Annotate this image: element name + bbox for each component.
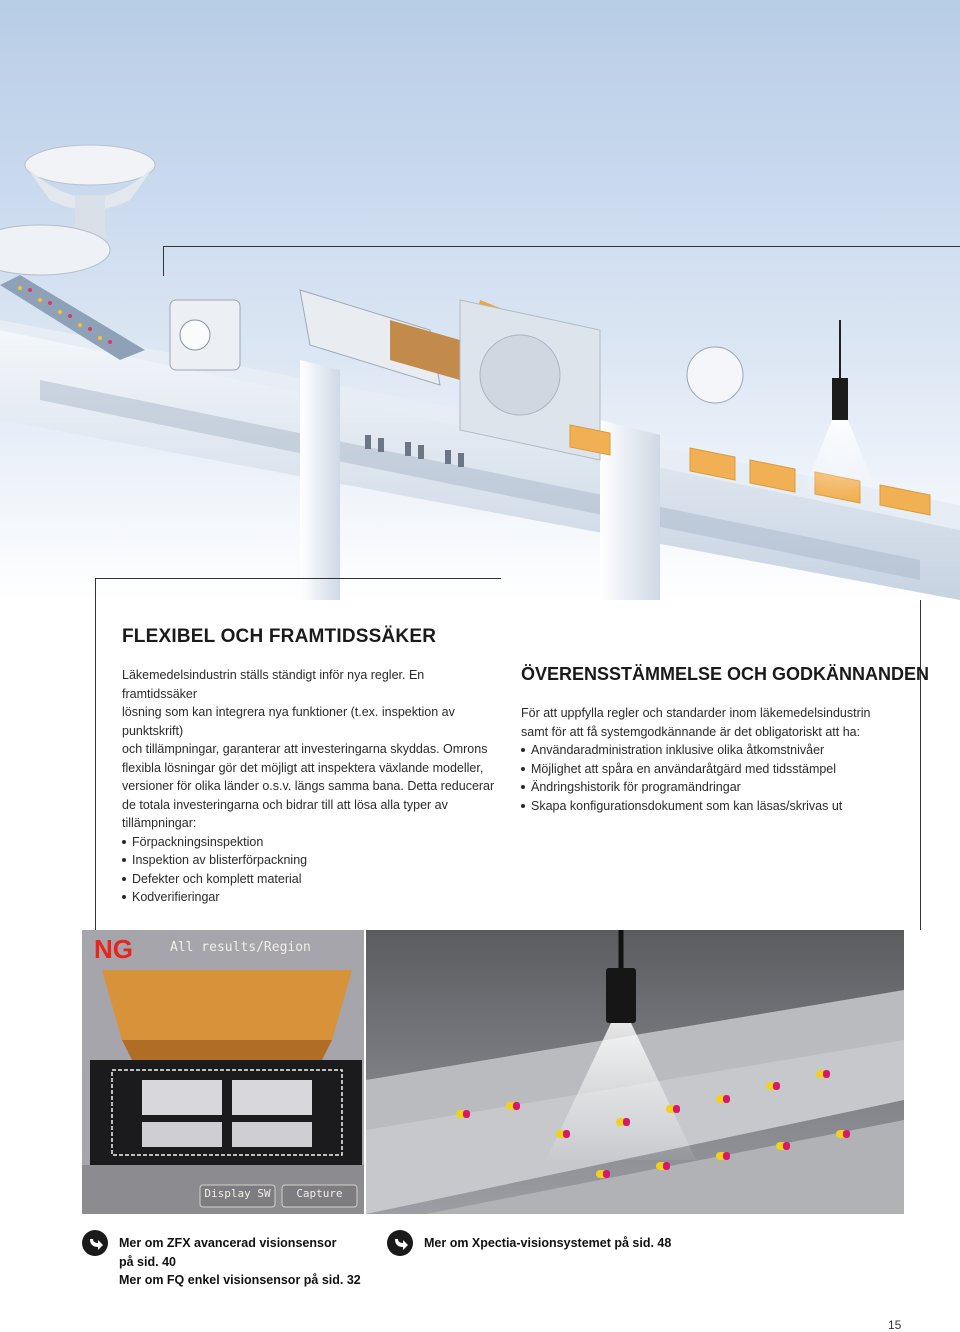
list-item: Användaradministration inklusive olika åtkomstnivåer (521, 741, 911, 760)
intro-line: versioner för olika länder o.s.v. längs samma bana. Detta reducerar (122, 779, 495, 793)
blister-camera-graphic (366, 930, 904, 1214)
list-item: Inspektion av blisterförpackning (122, 851, 502, 870)
application-list (122, 833, 502, 907)
blister-camera-photo (366, 930, 904, 1214)
frame-line-left-upper (163, 246, 164, 276)
compliance-line: För att uppfylla regler och standarder inom läkemedelsindustrin (521, 706, 871, 720)
sensor-screen-photo (82, 930, 364, 1214)
screen-header: All results/Region (170, 940, 311, 955)
intro-text (122, 666, 502, 907)
zfx-fq-link[interactable] (119, 1234, 369, 1290)
hero-machine-illustration (0, 0, 960, 600)
arrow-right-icon[interactable] (387, 1230, 413, 1256)
link-line[interactable]: Mer om FQ enkel visionsensor på sid. 32 (119, 1273, 361, 1287)
list-item: Förpackningsinspektion (122, 833, 502, 852)
list-item: Skapa konfigurationsdokument som kan läsas/skrivas ut (521, 797, 911, 816)
list-item: Möjlighet att spåra en användaråtgärd med tidsstämpel (521, 760, 911, 779)
page-number: 15 (888, 1318, 902, 1332)
frame-line-top (163, 246, 960, 247)
compliance-line: samt för att få systemgodkännande är det obligatoriskt att ha: (521, 724, 861, 739)
list-item: Kodverifieringar (122, 888, 502, 907)
intro-line: flexibla lösningar gör det möjligt att inspektera växlande modeller, (122, 760, 484, 775)
arrow-right-icon[interactable] (82, 1230, 108, 1256)
intro-line: de totala investeringarna och bidrar till att lösa alla typer av (122, 797, 448, 812)
intro-line: lösning som kan integrera nya funktioner (t.ex. inspektion av punktskrift) (122, 705, 455, 738)
link-line[interactable]: Mer om Xpectia-visionsystemet på sid. 48 (424, 1236, 672, 1250)
frame-line-right (920, 600, 921, 930)
intro-line: Läkemedelsindustrin ställs ständigt inför nya regler. En framtidssäker (122, 668, 425, 701)
packaging-machine-graphic (0, 0, 960, 600)
compliance-title: ÖVERENSSTÄMMELSE OCH GODKÄNNANDEN (521, 664, 930, 684)
compliance-list (521, 741, 911, 815)
intro-line: och tillämpningar, garanterar att investeringarna skyddas. Omrons (122, 742, 488, 756)
list-item: Ändringshistorik för programändringar (521, 778, 911, 797)
list-item: Defekter och komplett material (122, 870, 502, 889)
sensor-screen-graphic (82, 930, 364, 1214)
display-sw-button[interactable]: Display SW (204, 1187, 271, 1200)
xpectia-link[interactable] (424, 1234, 724, 1253)
intro-line: tillämpningar: (122, 816, 197, 830)
section-title: FLEXIBEL OCH FRAMTIDSSÄKER (122, 626, 437, 647)
link-line[interactable]: på sid. 40 (119, 1254, 176, 1269)
ng-label: NG (94, 934, 133, 964)
frame-line-left (95, 578, 96, 930)
compliance-text (521, 704, 911, 815)
link-line[interactable]: Mer om ZFX avancerad visionsensor (119, 1236, 337, 1250)
capture-button[interactable]: Capture (296, 1187, 343, 1200)
frame-line-mid (95, 578, 501, 579)
